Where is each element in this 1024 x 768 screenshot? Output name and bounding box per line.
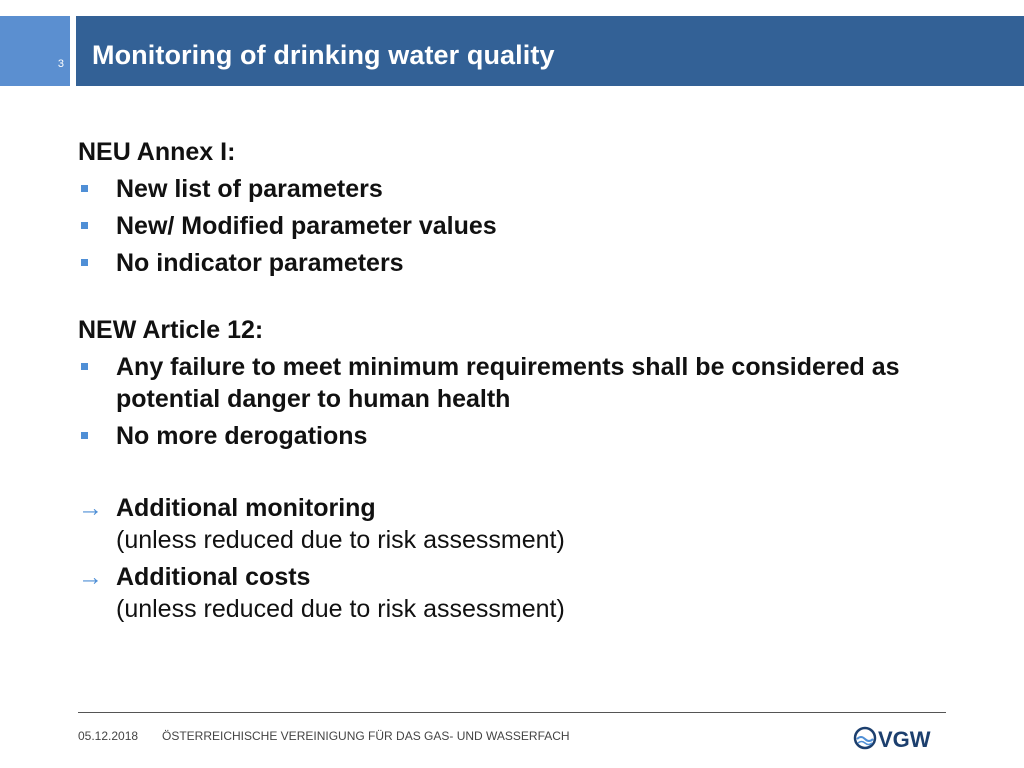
slide-content [78, 136, 978, 630]
list-item: No indicator parameters [78, 247, 978, 279]
consequence-list [78, 492, 978, 625]
footer-divider [78, 712, 946, 713]
list-item: New list of parameters [78, 173, 978, 205]
section-heading-article: NEW Article 12: [78, 316, 264, 344]
slide-number-box [0, 16, 70, 86]
square-bullet-icon [81, 222, 88, 229]
article-bullet-list [78, 351, 978, 452]
section-heading-annex: NEU Annex I: [78, 138, 236, 166]
list-item: No more derogations [78, 420, 978, 452]
consequence-title: Additional monitoring [116, 494, 376, 522]
list-item [78, 492, 978, 556]
footer-date: 05.12.2018 [78, 729, 139, 743]
list-item: Any failure to meet minimum requirements shall be considered as potential danger to human health [78, 351, 978, 415]
slide-title: Monitoring of drinking water quality [92, 40, 555, 70]
square-bullet-icon [81, 432, 88, 439]
svg-text:VGW: VGW [878, 727, 931, 752]
consequence-note: (unless reduced due to risk assessment) [116, 526, 565, 554]
consequence-title: Additional costs [116, 563, 311, 591]
arrow-right-icon: → [78, 563, 103, 591]
list-item [78, 561, 978, 625]
arrow-right-icon: → [78, 494, 103, 522]
consequence-note: (unless reduced due to risk assessment) [116, 595, 565, 623]
footer-organization: ÖSTERREICHISCHE VEREINIGUNG FÜR DAS GAS- UND WASSERFACH [162, 729, 570, 743]
list-item: New/ Modified parameter values [78, 210, 978, 242]
square-bullet-icon [81, 363, 88, 370]
ovgw-logo [852, 722, 948, 754]
annex-bullet-list [78, 173, 978, 279]
slide-number: 3 [57, 58, 64, 70]
square-bullet-icon [81, 185, 88, 192]
square-bullet-icon [81, 259, 88, 266]
title-bar [76, 16, 1024, 86]
